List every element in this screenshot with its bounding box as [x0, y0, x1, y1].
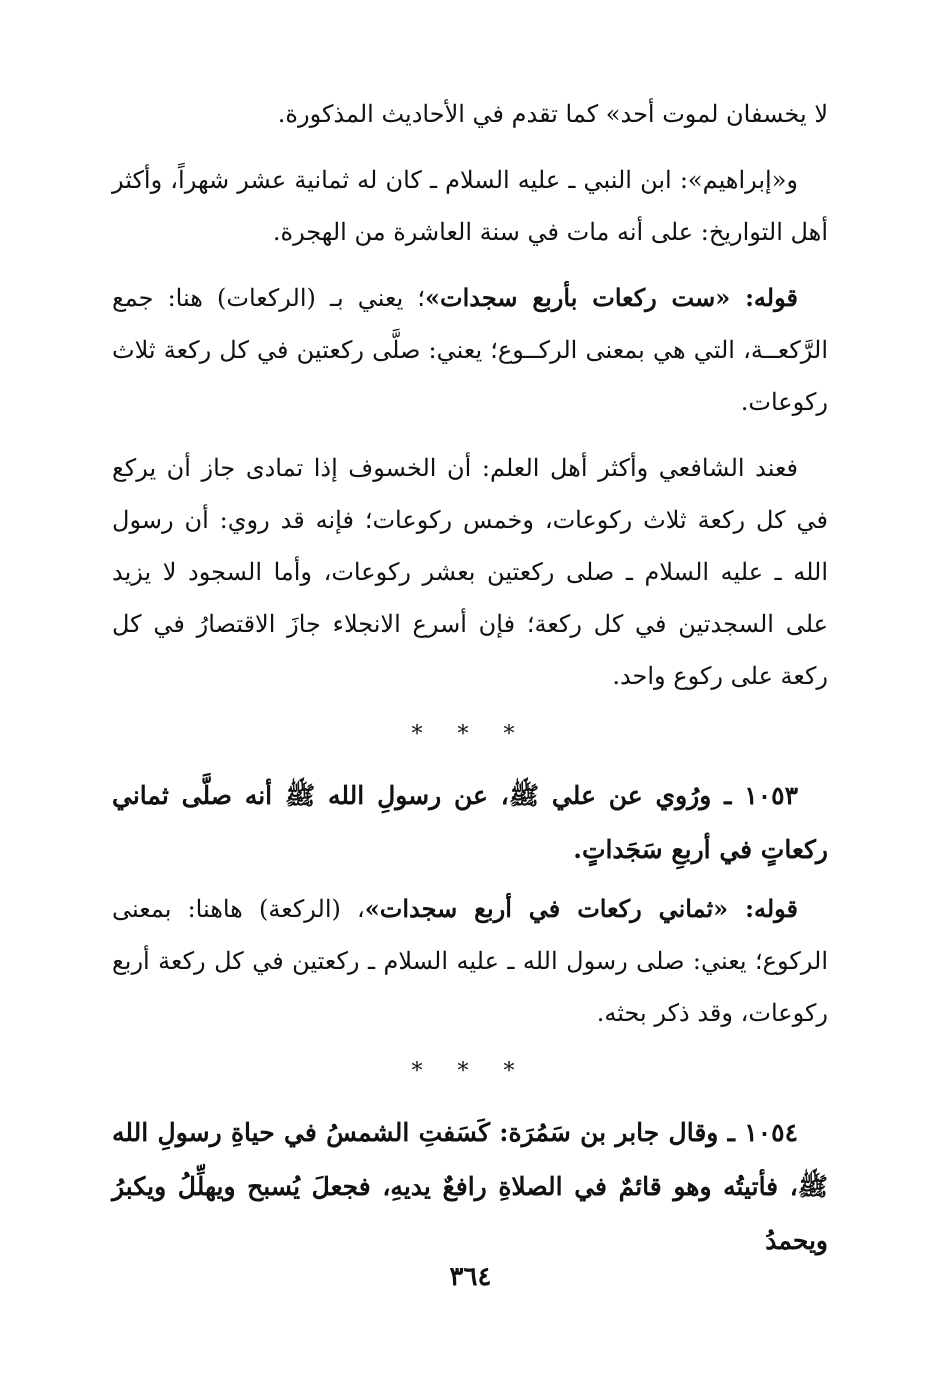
paragraph-continuation: لا يخسفان لموت أحد» كما تقدم في الأحاديث المذكورة.: [277, 100, 828, 128]
paragraph-eight-rakaat: [112, 883, 828, 1039]
section-separator-2: * * *: [411, 1059, 529, 1084]
paragraph-ibrahim: و«إبراهيم»: ابن النبي ـ عليه السلام ـ كان له ثمانية عشر شهراً، وأكثر أهل التواريخ: على أنه مات في سنة العاشرة من الهجرة.: [112, 166, 828, 246]
commentary-label-2: قوله: «ثماني ركعات في أربع سجدات»: [364, 894, 798, 923]
commentary-text: ؛ يعني بـ (الركعات) هنا: جمع الرَّكعــة، التي هي بمعنى الركــوع؛ يعني: صلَّى ركعتين في كل ركعة ثلاث ركوعات.: [112, 284, 828, 416]
page-number: ٣٦٤: [449, 1262, 492, 1292]
hadith-1054: ١٠٥٤ ـ وقال جابر بن سَمُرَة: كَسَفتِ الشمسُ في حياةِ رسولِ الله ﷺ، فأتيتُه وهو قائمٌ في الصلاةِ رافعٌ يديهِ، فجعلَ يُسبح ويهلِّلُ ويكبرُ ويحمدُ: [112, 1118, 828, 1255]
paragraph-shafii: فعند الشافعي وأكثر أهل العلم: أن الخسوف إذا تمادى جاز أن يركع في كل ركعة ثلاث ركوعات، وخمس ركوعات؛ فإنه قد روي: أن رسول الله ـ عليه السلام ـ صلى ركعتين بعشر ركوعات، وأما السجود لا يزيد على السجدتين في كل ركعة؛ فإن أسرع الانجلاء جازَ الاقتصارُ في كل ركعة على ركوع واحد.: [112, 454, 828, 690]
commentary-label: قوله: «ست ركعات بأربع سجدات»: [425, 283, 798, 312]
hadith-1053: ١٠٥٣ ـ ورُوي عن علي ﷺ، عن رسولِ الله ﷺ أنه صلَّى ثماني ركعاتٍ في أربعِ سَجَداتٍ.: [112, 781, 828, 864]
paragraph-six-rakaat: [112, 272, 828, 428]
commentary-text-2: ، (الركعة) هاهنا: بمعنى الركوع؛ يعني: صلى رسول الله ـ عليه السلام ـ ركعتين في كل ركعة أربع ركوعات، وقد ذكر بحثه.: [112, 895, 828, 1027]
page-body: [112, 88, 828, 1268]
section-separator: * * *: [411, 722, 529, 747]
